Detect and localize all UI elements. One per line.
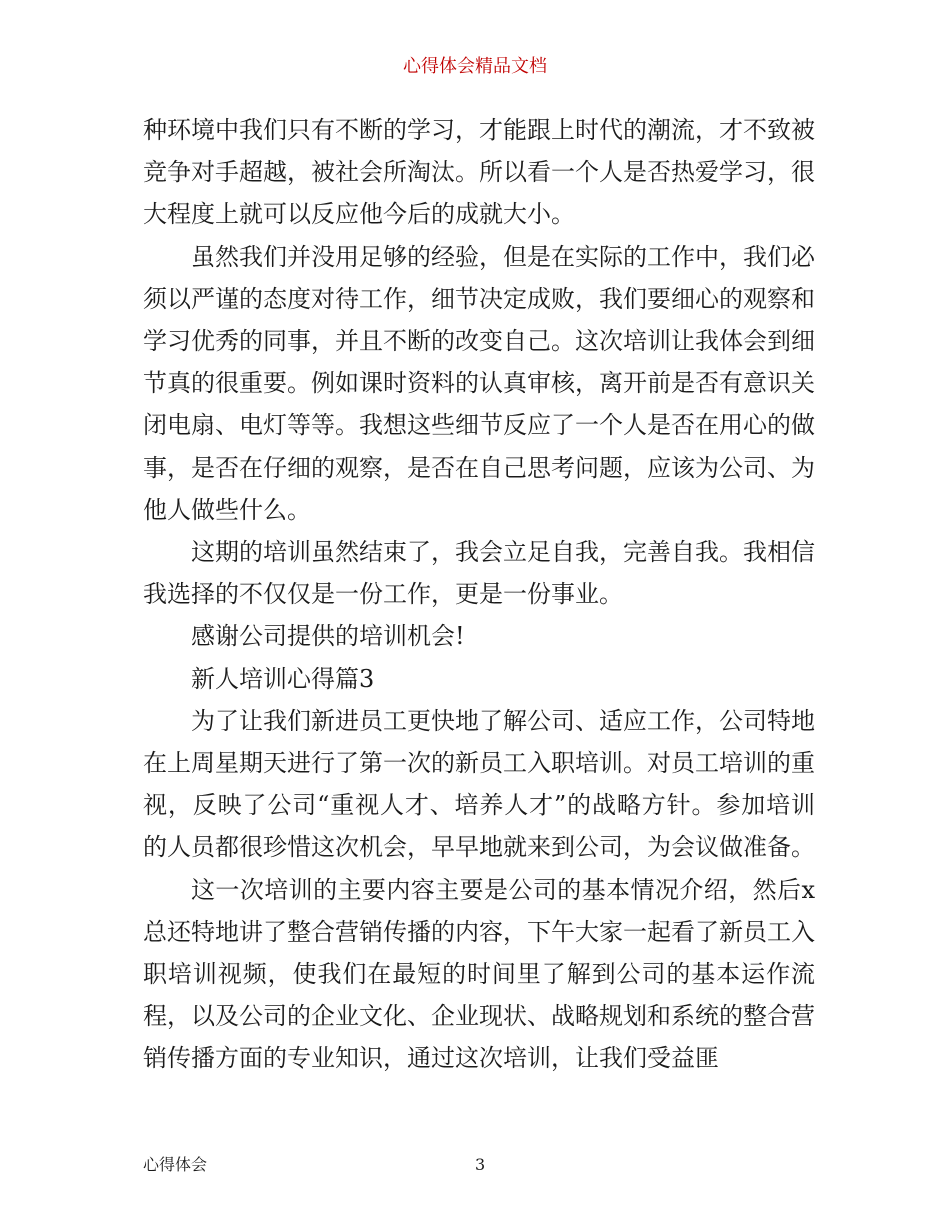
section-heading: 新人培训心得篇3 <box>191 664 375 693</box>
paragraph: 虽然我们并没用足够的经验，但是在实际的工作中，我们必须以严谨的态度对待工作，细节决定成败，我们要细心的观察和学习优秀的同事，并且不断的改变自己。这次培训让我体会到细节真的很重要。例如课时资料的认真审核，离开前是否有意识关闭电扇、电灯等等。我想这些细节反应了一个人是否在用心的做事，是否在仔细的观察，是否在自己思考问题，应该为公司、为他人做些什么。 <box>143 242 815 524</box>
page-footer <box>143 1153 815 1177</box>
paragraph: 为了让我们新进员工更快地了解公司、适应工作，公司特地在上周星期天进行了第一次的新员工入职培训。对员工培训的重视，反映了公司“重视人才、培养人才”的战略方针。参加培训的人员都很珍惜这次机会，早早地就来到公司，为会议做准备。 <box>143 706 815 862</box>
document-body <box>143 109 815 1080</box>
paragraph: 这一次培训的主要内容主要是公司的基本情况介绍，然后x总还特地讲了整合营销传播的内容，下午大家一起看了新员工入职培训视频，使我们在最短的时间里了解到公司的基本运作流程，以及公司的企业文化、企业现状、战略规划和系统的整合营销传播方面的专业知识，通过这次培训，让我们受益匪 <box>143 875 815 1073</box>
page-header: 心得体会精品文档 <box>403 56 547 77</box>
page-number: 3 <box>475 1155 486 1174</box>
paragraph: 感谢公司提供的培训机会! <box>191 622 465 651</box>
footer-label: 心得体会 <box>143 1155 208 1174</box>
paragraph: 这期的培训虽然结束了，我会立足自我，完善自我。我相信我选择的不仅仅是一份工作，更是一份事业。 <box>143 538 815 609</box>
paragraph-continuation: 种环境中我们只有不断的学习，才能跟上时代的潮流，才不致被竞争对手超越，被社会所淘汰。所以看一个人是否热爱学习，很大程度上就可以反应他今后的成就大小。 <box>143 116 815 229</box>
